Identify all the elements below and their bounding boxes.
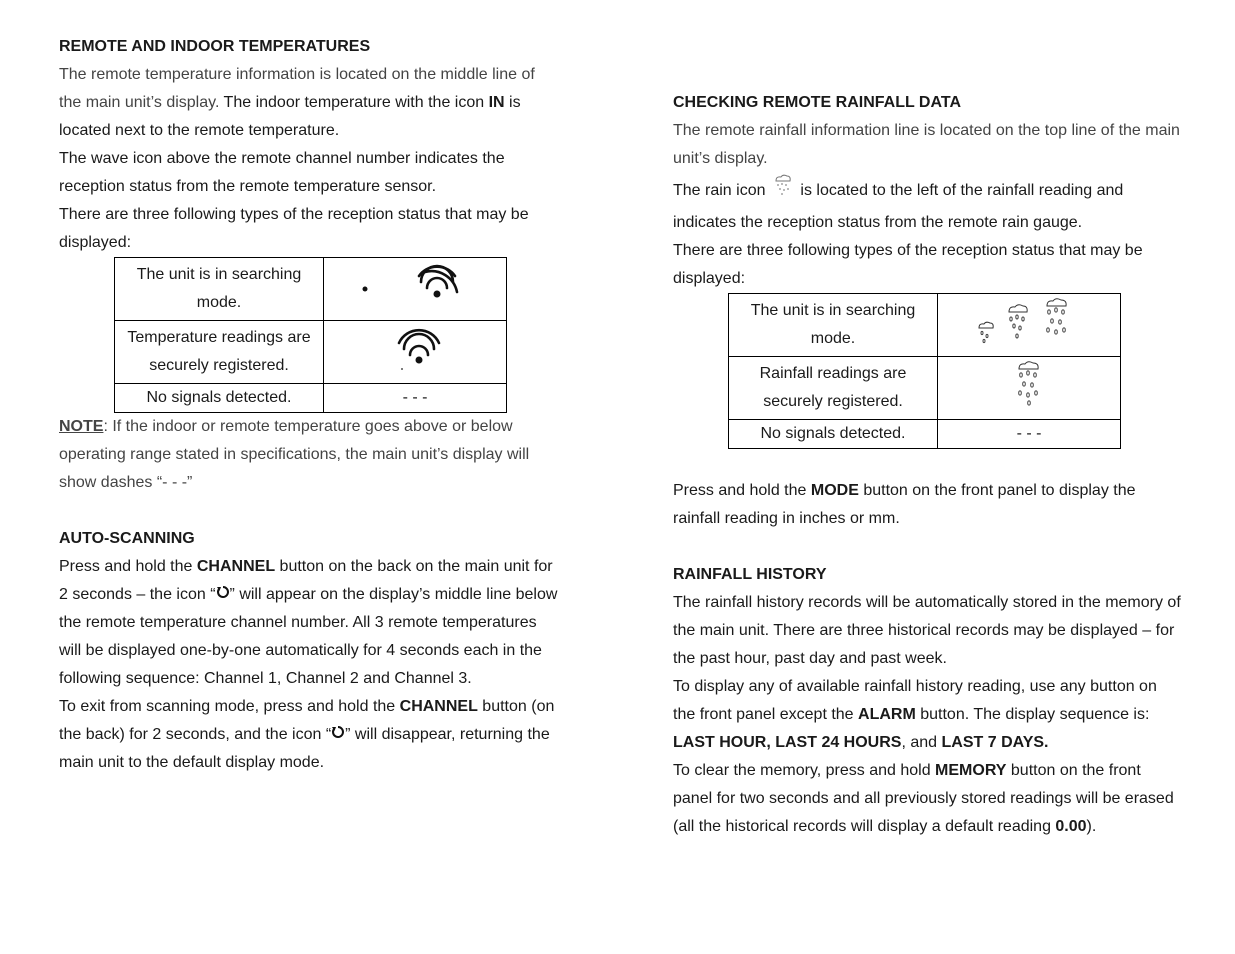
table-cell-dashes: - - - <box>324 384 507 413</box>
scan-loop-icon <box>216 581 230 609</box>
paragraph: To clear the memory, press and hold MEMORY button on the front panel for two seconds and all previously stored readings will be erased (all the historical records will display a default reading 0.00). <box>673 762 1174 835</box>
reception-status-table <box>114 257 507 413</box>
paragraph: The wave icon above the remote channel number indicates the reception status from the remote temperature sensor. <box>59 150 505 195</box>
left-column <box>59 33 559 777</box>
paragraph: Press and hold the CHANNEL button on the back on the main unit for 2 seconds – the icon “ ” will appear on the display’s middle line below the remote temperature channel number. All 3 remote temperatures will be displayed one-by-one automatically for 4 seconds each in the following sequence: Channel 1, Channel 2 and Channel 3. <box>59 558 558 688</box>
section-heading-auto-scanning: AUTO-SCANNING <box>59 530 195 547</box>
table-row <box>729 294 1121 357</box>
table-row <box>115 321 507 384</box>
section-heading-temperatures: REMOTE AND INDOOR TEMPERATURES <box>59 38 371 55</box>
paragraph: There are three following types of the reception status that may be displayed: <box>673 242 1143 287</box>
table-cell: Rainfall readings are securely registered. <box>729 357 938 420</box>
table-row <box>115 384 507 413</box>
table-cell: The unit is in searching mode. <box>729 294 938 357</box>
table-cell: The unit is in searching mode. <box>115 258 324 321</box>
rain-registered-icon <box>938 357 1121 420</box>
table-row <box>729 420 1121 449</box>
scan-loop-icon <box>331 721 345 749</box>
table-row <box>115 258 507 321</box>
table-cell: No signals detected. <box>729 420 938 449</box>
paragraph: The remote rainfall information line is located on the top line of the main unit’s display. <box>673 122 1180 167</box>
rain-reception-status-table <box>728 293 1121 449</box>
table-cell: Temperature readings are securely registered. <box>115 321 324 384</box>
paragraph: To display any of available rainfall history reading, use any button on the front panel except the ALARM button. The display sequence is: LAST HOUR, LAST 24 HOURS, and LAST 7 DAYS. <box>673 678 1157 751</box>
table-cell-dashes: - - - <box>938 420 1121 449</box>
section-heading-rainfall: CHECKING REMOTE RAINFALL DATA <box>673 94 961 111</box>
table-cell: No signals detected. <box>115 384 324 413</box>
paragraph: There are three following types of the reception status that may be displayed: <box>59 206 529 251</box>
note-paragraph: NOTE: If the indoor or remote temperature goes above or below operating range stated in specifications, the main unit’s display will show dashes “- - -” <box>59 418 530 491</box>
paragraph: The rainfall history records will be automatically stored in the memory of the main unit. There are three historical records may be displayed – for the past hour, past day and past week. <box>673 594 1181 667</box>
right-column <box>673 89 1183 841</box>
wave-searching-icon <box>324 258 507 321</box>
rain-icon <box>770 173 796 209</box>
rain-searching-icon <box>938 294 1121 357</box>
paragraph: Press and hold the MODE button on the front panel to display the rainfall reading in inches or mm. <box>673 482 1136 527</box>
section-heading-rainfall-history: RAINFALL HISTORY <box>673 566 827 583</box>
wave-registered-icon <box>324 321 507 384</box>
paragraph: The remote temperature information is located on the middle line of the main unit’s display. The indoor temperature with the icon IN is located next to the remote temperature. <box>59 66 535 139</box>
table-row <box>729 357 1121 420</box>
paragraph: To exit from scanning mode, press and hold the CHANNEL button (on the back) for 2 seconds, and the icon “ ” will disappear, returning the main unit to the default display mode. <box>59 698 555 772</box>
paragraph: The rain icon is located to the left of the rainfall reading and indicates the reception status from the remote rain gauge. <box>673 173 1183 237</box>
